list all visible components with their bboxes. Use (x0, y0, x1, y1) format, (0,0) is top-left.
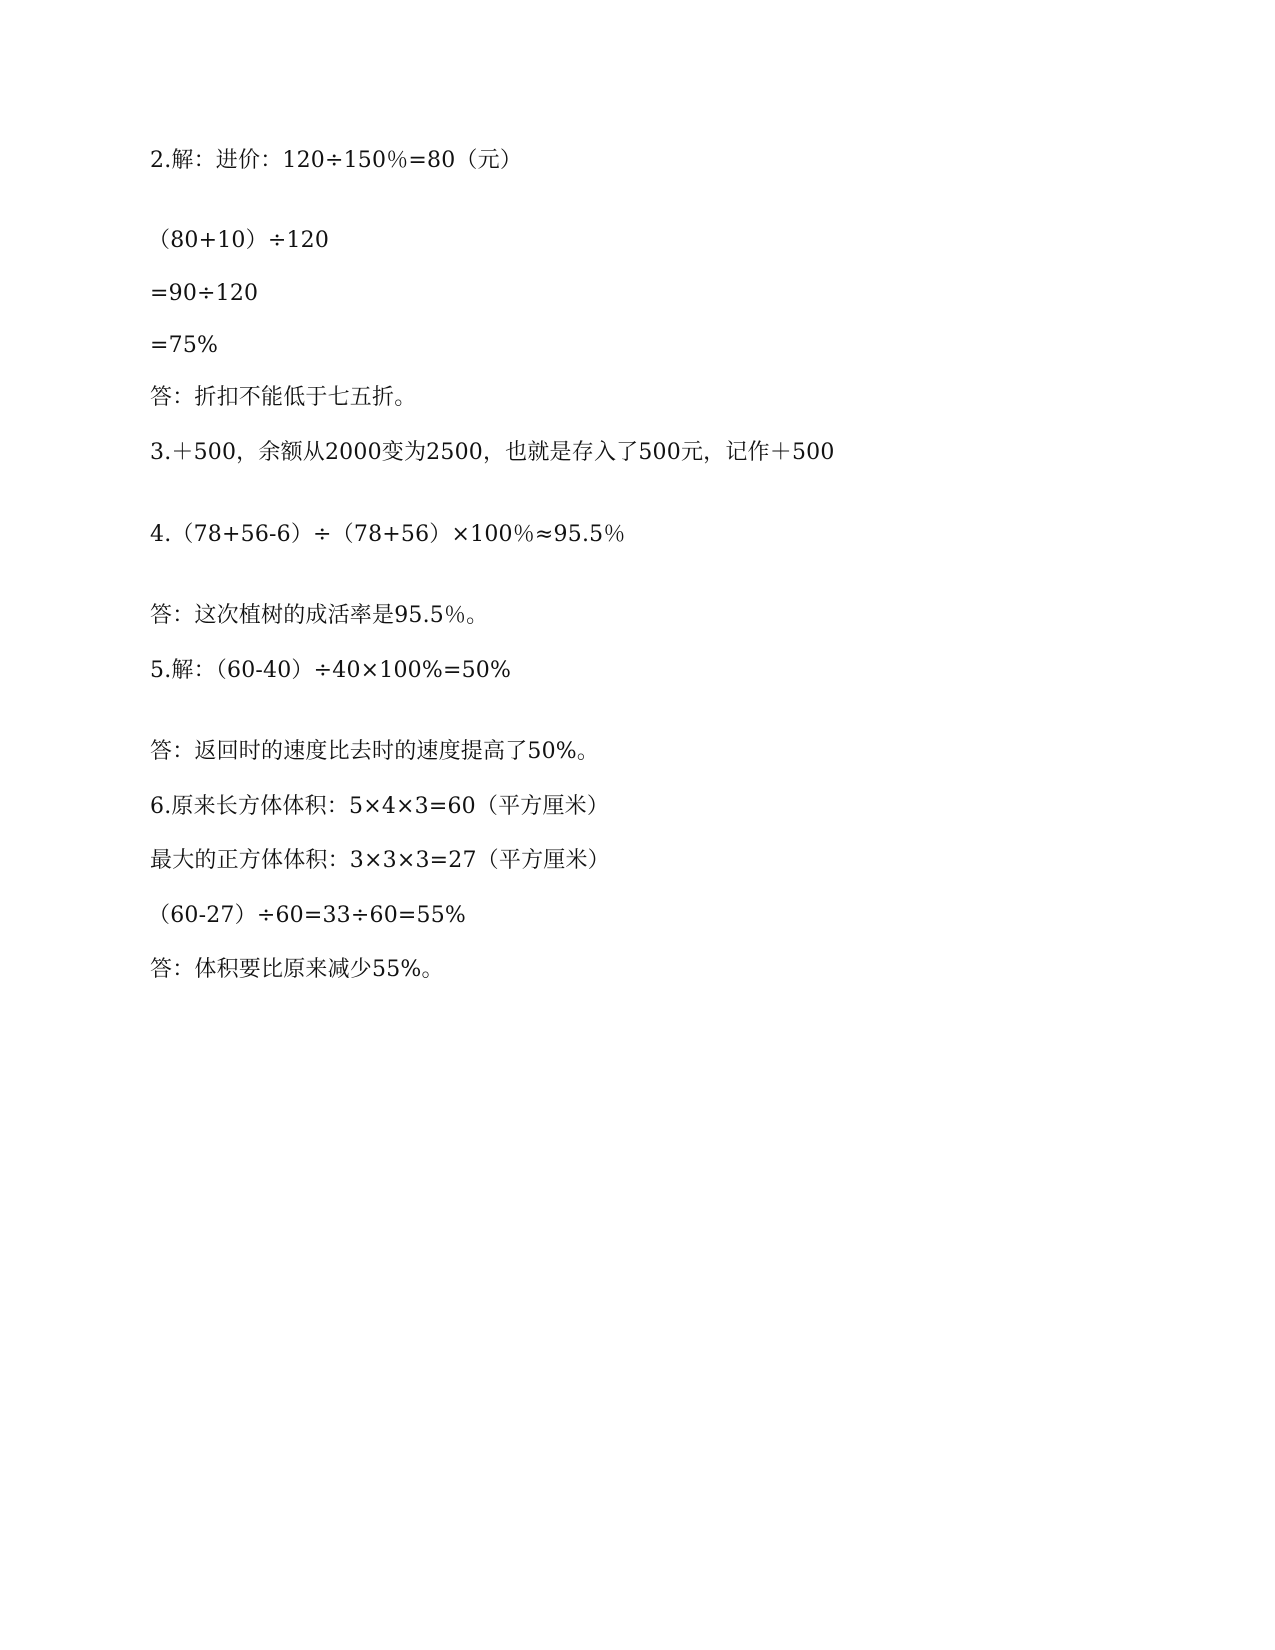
solution-6-cube-volume: 最大的正方体体积：3×3×3=27（平方厘米） (150, 848, 610, 873)
solution-2-cost-price: 2.解：进价：120÷150％=80（元） (150, 148, 523, 173)
solution-5-answer: 答：返回时的速度比去时的速度提高了50%。 (150, 739, 600, 764)
solution-6-original-volume: 6.原来长方体体积：5×4×3=60（平方厘米） (150, 794, 610, 819)
solution-4-calculation: 4.（78+56-6）÷（78+56）×100％≈95.5％ (150, 522, 626, 547)
solution-4-answer: 答：这次植树的成活率是95.5％。 (150, 603, 489, 628)
solution-2-step-1: （80+10）÷120 (148, 228, 330, 253)
solution-6-percentage: （60-27）÷60=33÷60=55% (148, 903, 467, 928)
solution-6-answer: 答：体积要比原来减少55%。 (150, 957, 444, 982)
solution-2-answer: 答：折扣不能低于七五折。 (150, 385, 417, 410)
solution-2-step-2: =90÷120 (150, 281, 259, 306)
solution-3: 3.＋500，余额从2000变为2500，也就是存入了500元，记作＋500 (150, 440, 835, 465)
solution-2-step-3: =75% (150, 333, 219, 358)
solution-5-calculation: 5.解：（60-40）÷40×100%=50% (150, 658, 512, 683)
